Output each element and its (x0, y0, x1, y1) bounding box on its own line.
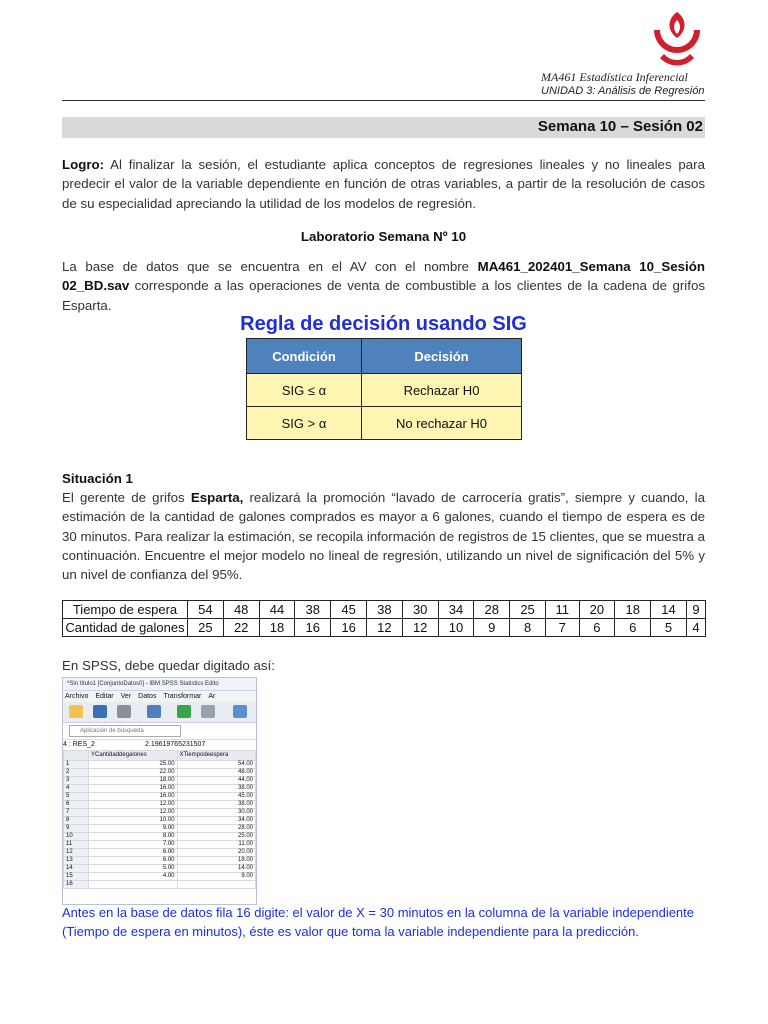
table-row (64, 881, 256, 889)
galones-cell: 6 (615, 619, 651, 637)
grid-cell-x[interactable]: 54.00 (177, 761, 255, 769)
table-row (64, 817, 256, 825)
table-row (64, 841, 256, 849)
grid-cell-x[interactable]: 20.00 (177, 849, 255, 857)
grid-cell-x[interactable]: 14.00 (177, 865, 255, 873)
table-row (64, 801, 256, 809)
open-folder-icon[interactable] (69, 705, 83, 718)
save-icon[interactable] (93, 705, 107, 718)
table-row (64, 857, 256, 865)
galones-cell: 12 (366, 619, 402, 637)
grid-row-number: 16 (64, 881, 89, 889)
situacion-bold: Esparta, (190, 490, 244, 505)
spss-search-input[interactable]: Aplicación de búsqueda (69, 725, 181, 737)
header-divider (62, 100, 705, 101)
tiempo-cell: 18 (615, 601, 651, 619)
grid-cell-y[interactable] (89, 881, 178, 889)
tiempo-cell: 48 (223, 601, 259, 619)
grid-cell-x[interactable]: 48.00 (177, 769, 255, 777)
grid-row-number: 4 (64, 785, 89, 793)
galones-cell: 16 (331, 619, 367, 637)
grid-corner (64, 751, 89, 761)
galones-cell: 8 (510, 619, 546, 637)
tiempo-cell: 14 (651, 601, 687, 619)
grid-cell-y[interactable]: 12.00 (89, 801, 178, 809)
cell-ref-name: 4 : RES_2 (63, 741, 95, 748)
intro-filename: MA461_202401_Semana 10_Sesión 02_BD.sav (62, 259, 705, 294)
rule-title: Regla de decisión usando SIG (240, 313, 527, 335)
grid-cell-y[interactable]: 25.00 (89, 761, 178, 769)
grid-cell-y[interactable]: 16.00 (89, 785, 178, 793)
spss-search-bar (63, 723, 256, 740)
lab-title: Laboratorio Semana Nº 10 (300, 229, 467, 244)
grid-row-number: 13 (64, 857, 89, 865)
grid-col-x[interactable]: XTiempodeespera (177, 751, 255, 761)
grid-cell-x[interactable]: 45.00 (177, 793, 255, 801)
goto-case-icon[interactable] (233, 705, 247, 718)
decision-rule-table (246, 338, 522, 440)
grid-row-number: 9 (64, 825, 89, 833)
menu-ver[interactable]: Ver (120, 693, 132, 700)
grid-row-number: 12 (64, 849, 89, 857)
tiempo-cell: 20 (579, 601, 615, 619)
intro-text-2: corresponde a las operaciones de venta de combustible a los clientes de la cadena de grifos Esparta. (62, 278, 705, 313)
table-row (64, 849, 256, 857)
grid-cell-y[interactable]: 10.00 (89, 817, 178, 825)
table-row (64, 809, 256, 817)
dialog-recall-icon[interactable] (147, 705, 161, 718)
grid-row-number: 11 (64, 841, 89, 849)
rule-decision: No rechazar H0 (362, 407, 522, 440)
rule-condition: SIG > α (247, 407, 362, 440)
course-header (541, 70, 704, 98)
grid-cell-x[interactable]: 9.00 (177, 873, 255, 881)
galones-cell: 5 (651, 619, 687, 637)
tiempo-cell: 25 (510, 601, 546, 619)
grid-cell-x[interactable] (177, 881, 255, 889)
table-row (247, 407, 522, 440)
grid-row-number: 1 (64, 761, 89, 769)
grid-row-number: 6 (64, 801, 89, 809)
tiempo-cell: 28 (474, 601, 510, 619)
tiempo-cell: 44 (259, 601, 295, 619)
galones-cell: 25 (188, 619, 224, 637)
grid-cell-x[interactable]: 25.00 (177, 833, 255, 841)
galones-cell: 7 (545, 619, 579, 637)
rule-decision: Rechazar H0 (362, 374, 522, 407)
print-icon[interactable] (117, 705, 131, 718)
menu-editar[interactable]: Editar (95, 693, 114, 700)
redo-icon[interactable] (201, 705, 215, 718)
table-row (63, 601, 706, 619)
tiempo-cell: 45 (331, 601, 367, 619)
grid-cell-x[interactable]: 18.00 (177, 857, 255, 865)
tiempo-cell: 38 (295, 601, 331, 619)
menu-transformar[interactable]: Transformar (163, 693, 202, 700)
intro-text-1: La base de datos que se encuentra en el AV con el nombre (62, 259, 478, 274)
table-row (247, 374, 522, 407)
table-row (64, 833, 256, 841)
grid-cell-y[interactable]: 5.00 (89, 865, 178, 873)
galones-cell: 4 (686, 619, 705, 637)
undo-icon[interactable] (177, 705, 191, 718)
tiempo-cell: 30 (402, 601, 438, 619)
grid-cell-x[interactable]: 30.00 (177, 809, 255, 817)
menu-analizar[interactable]: Ar (208, 693, 216, 700)
grid-cell-y[interactable]: 7.00 (89, 841, 178, 849)
situacion-paragraph (62, 488, 705, 584)
grid-row-number: 5 (64, 793, 89, 801)
grid-cell-x[interactable]: 44.00 (177, 777, 255, 785)
grid-cell-x[interactable]: 34.00 (177, 817, 255, 825)
grid-row-number: 7 (64, 809, 89, 817)
rule-header-decision: Decisión (362, 339, 522, 374)
galones-cell: 12 (402, 619, 438, 637)
cell-ref-value: 2.19619765231507 (145, 741, 206, 748)
galones-cell: 16 (295, 619, 331, 637)
logro-text: Al finalizar la sesión, el estudiante aplica conceptos de regresiones lineales y no lineales para predecir el valor de la variable dependiente en función de otras variables, a partir de la resolución de casos de su especialidad apreciando la utilidad de los modelos de regresión. (62, 157, 705, 211)
logro-label: Logro: (62, 157, 105, 172)
grid-cell-y[interactable]: 4.00 (89, 873, 178, 881)
table-row (64, 769, 256, 777)
menu-datos[interactable]: Datos (138, 693, 157, 700)
tiempo-cell: 9 (686, 601, 705, 619)
grid-col-y[interactable]: YCantidaddegalones (89, 751, 178, 761)
grid-row-number: 8 (64, 817, 89, 825)
grid-row-number: 15 (64, 873, 89, 881)
table-row (64, 761, 256, 769)
situacion-title: Situación 1 (62, 471, 133, 486)
tiempo-cell: 38 (366, 601, 402, 619)
grid-cell-y[interactable]: 12.00 (89, 809, 178, 817)
table-row (64, 865, 256, 873)
course-name: MA461 Estadística Inferencial (541, 70, 688, 84)
grid-row-number: 14 (64, 865, 89, 873)
tiempo-cell: 54 (188, 601, 224, 619)
menu-archivo[interactable]: Archivo (65, 693, 89, 700)
tiempo-cell: 34 (438, 601, 474, 619)
grid-cell-y[interactable]: 22.00 (89, 769, 178, 777)
week-bar (62, 117, 705, 138)
instruction-note: Antes en la base de datos fila 16 digite: el valor de X = 30 minutos en la columna de la variable independiente (Tiempo de espera en minutos), éste es valor que toma la variable independiente para la predicción. (62, 905, 695, 939)
spss-menubar (63, 691, 256, 702)
spss-data-grid (63, 750, 256, 889)
grid-cell-y[interactable]: 16.00 (89, 793, 178, 801)
tiempo-cell: 11 (545, 601, 579, 619)
grid-cell-x[interactable]: 38.00 (177, 801, 255, 809)
unit-name: UNIDAD 3: Análisis de Regresión (541, 85, 705, 97)
week-title: Semana 10 – Sesión 02 (537, 118, 703, 135)
grid-cell-x[interactable]: 28.00 (177, 825, 255, 833)
spss-titlebar: *Sin título1 [ConjuntoDatos0] - IBM SPSS Statistics Edito (63, 678, 256, 691)
table-row (63, 619, 706, 637)
grid-row-number: 2 (64, 769, 89, 777)
galones-cell: 22 (223, 619, 259, 637)
grid-cell-y[interactable]: 6.00 (89, 849, 178, 857)
galones-cell: 18 (259, 619, 295, 637)
spss-cell-reference (63, 740, 256, 750)
spss-screenshot (62, 677, 257, 905)
galones-cell: 6 (579, 619, 615, 637)
grid-cell-y[interactable]: 8.00 (89, 833, 178, 841)
grid-cell-x[interactable]: 11.00 (177, 841, 255, 849)
spss-toolbar (63, 702, 256, 723)
table-row (64, 873, 256, 881)
logro-paragraph (62, 155, 705, 213)
rule-header-condition: Condición (247, 339, 362, 374)
table-row (64, 785, 256, 793)
spss-caption: En SPSS, debe quedar digitado así: (62, 658, 275, 673)
table-row (64, 777, 256, 785)
grid-header-row (64, 751, 256, 761)
grid-cell-y[interactable]: 9.00 (89, 825, 178, 833)
galones-cell: 10 (438, 619, 474, 637)
table-row (64, 793, 256, 801)
situacion-text-1: El gerente de grifos (62, 490, 191, 505)
upc-logo-icon (648, 8, 706, 66)
rule-condition: SIG ≤ α (247, 374, 362, 407)
grid-cell-y[interactable]: 6.00 (89, 857, 178, 865)
grid-cell-y[interactable]: 18.00 (89, 777, 178, 785)
grid-row-number: 10 (64, 833, 89, 841)
data-table (62, 600, 706, 637)
row-label-tiempo: Tiempo de espera (63, 601, 188, 619)
grid-cell-x[interactable]: 38.00 (177, 785, 255, 793)
table-row (64, 825, 256, 833)
galones-cell: 9 (474, 619, 510, 637)
situacion-text-2: realizará la promoción “lavado de carrocería gratis”, siempre y cuando, la estimación de la cantidad de galones comprados es mayor a 6 galones, cuando el tiempo de espera es de 30 minutos. Para realizar la estimación, se recopila información de registros de 15 clientes, que se muestra a continuación. Encuentre el mejor modelo no lineal de regresión, utilizando un nivel de significación del 5% y un nivel de confianza del 95%. (62, 490, 705, 583)
intro-paragraph (62, 257, 705, 315)
row-label-galones: Cantidad de galones (63, 619, 188, 637)
grid-row-number: 3 (64, 777, 89, 785)
